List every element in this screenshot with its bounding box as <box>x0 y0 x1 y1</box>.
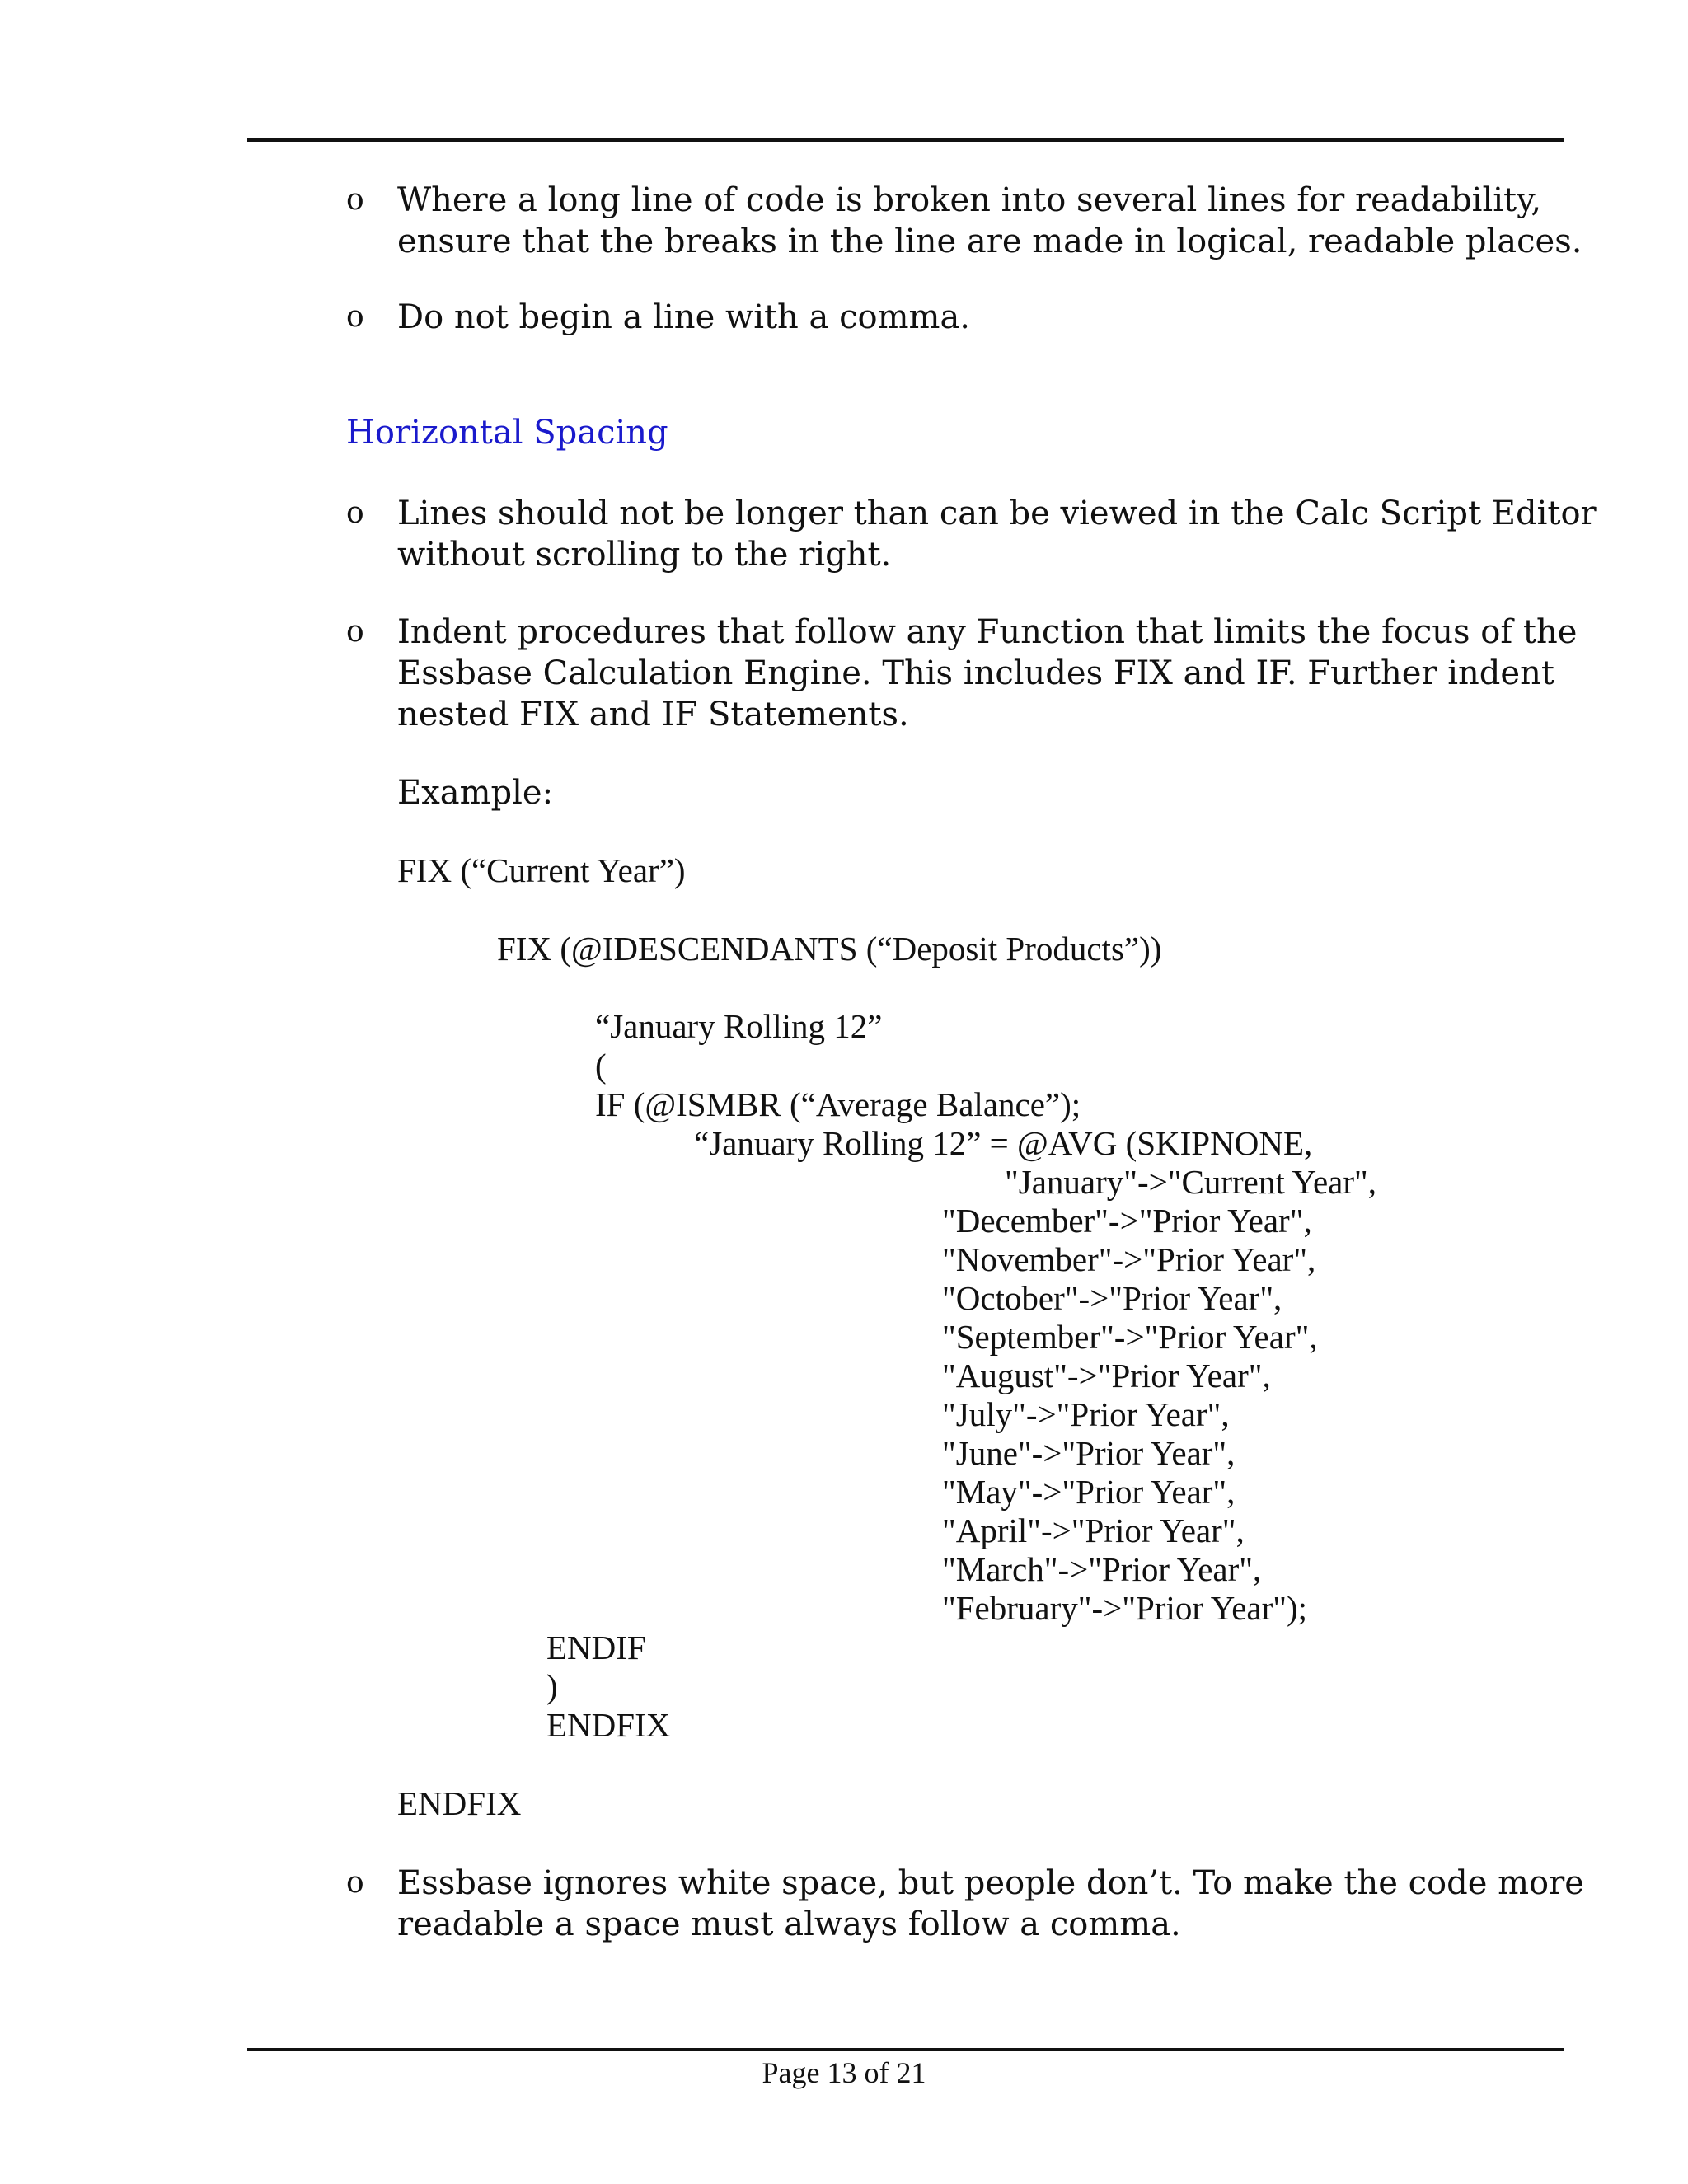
code-line: "September"->"Prior Year", <box>942 1318 1318 1356</box>
code-line: FIX (@IDESCENDANTS (“Deposit Products”)) <box>497 930 1162 968</box>
bullet-marker: o <box>346 183 364 217</box>
code-line: "April"->"Prior Year", <box>942 1511 1245 1549</box>
bullet-text-comma <box>397 297 1568 338</box>
text-line: Where a long line of code is broken into several lines for readability, <box>397 181 1542 219</box>
header-rule <box>247 138 1564 142</box>
code-line: ENDIF <box>546 1629 646 1666</box>
text-line: Essbase ignores white space, but people don’t. To make the code more <box>397 1864 1584 1902</box>
code-line: FIX (“Current Year”) <box>397 851 686 889</box>
example-label <box>397 772 1568 813</box>
code-line: "December"->"Prior Year", <box>942 1202 1312 1240</box>
code-line: "August"->"Prior Year", <box>942 1357 1271 1394</box>
text-line: readable a space must always follow a comma. <box>397 1905 1181 1943</box>
bullet-marker: o <box>346 300 364 334</box>
bullet-text-indent <box>397 612 1578 735</box>
bullet-marker: o <box>346 496 364 530</box>
code-line: "October"->"Prior Year", <box>942 1279 1282 1317</box>
code-line: ( <box>595 1047 607 1085</box>
code-line: "June"->"Prior Year", <box>942 1434 1236 1472</box>
code-line: "February"->"Prior Year"); <box>942 1589 1308 1627</box>
code-line: ENDFIX <box>397 1784 522 1822</box>
page-number: Page 13 of 21 <box>762 2056 926 2089</box>
text-line: Essbase Calculation Engine. This includes FIX and IF. Further indent <box>397 654 1554 692</box>
code-line: ) <box>546 1667 558 1705</box>
text-line: Lines should not be longer than can be viewed in the Calc Script Editor <box>397 494 1597 532</box>
text-line: Do not begin a line with a comma. <box>397 298 970 336</box>
text-line: nested FIX and IF Statements. <box>397 696 909 733</box>
page-footer <box>0 2052 1688 2093</box>
code-line: "January"->"Current Year", <box>1005 1163 1376 1201</box>
bullet-text-line-length <box>397 493 1597 575</box>
code-line: "March"->"Prior Year", <box>942 1550 1262 1588</box>
code-line: IF (@ISMBR (“Average Balance”); <box>595 1085 1081 1123</box>
footer-rule <box>247 2048 1564 2051</box>
code-line: “January Rolling 12” <box>595 1007 883 1045</box>
code-line: “January Rolling 12” = @AVG (SKIPNONE, <box>694 1124 1313 1162</box>
text-line: without scrolling to the right. <box>397 536 892 574</box>
code-line: "July"->"Prior Year", <box>942 1395 1230 1433</box>
bullet-text-line-breaks <box>397 180 1582 262</box>
bullet-marker: o <box>346 615 364 649</box>
section-heading: Horizontal Spacing <box>346 414 668 452</box>
code-line: ENDFIX <box>546 1706 671 1744</box>
text-line: ensure that the breaks in the line are made in logical, readable places. <box>397 223 1582 260</box>
code-line: "May"->"Prior Year", <box>942 1473 1236 1511</box>
bullet-marker: o <box>346 1866 364 1900</box>
example-label-text: Example: <box>397 774 554 812</box>
code-line: "November"->"Prior Year", <box>942 1240 1316 1278</box>
text-line: Indent procedures that follow any Function that limits the focus of the <box>397 613 1578 651</box>
bullet-text-whitespace <box>397 1863 1584 1945</box>
